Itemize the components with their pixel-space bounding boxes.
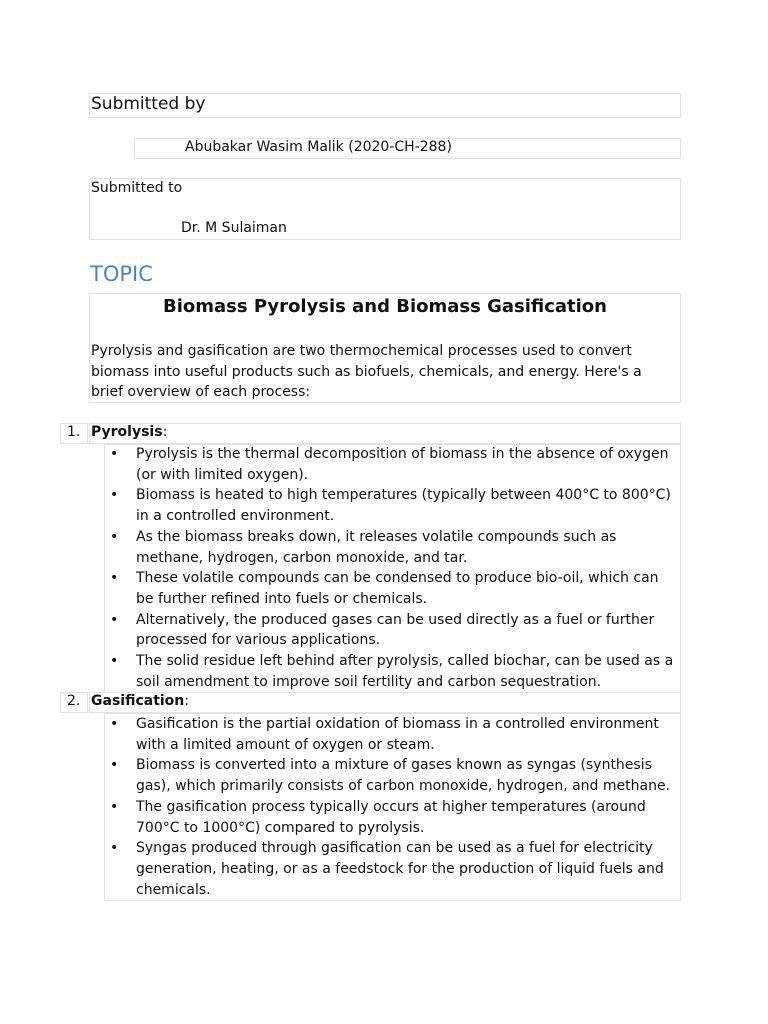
section-number: 2. xyxy=(67,693,81,709)
gasification-bullet-list xyxy=(110,714,678,900)
author-name: Abubakar Wasim Malik (2020-CH-288) xyxy=(185,139,452,155)
intro-paragraph: Pyrolysis and gasification are two thermochemical processes used to convert biomass into useful products such as biofuels, chemicals, and energy. Here's a brief overview of each process: xyxy=(91,343,642,401)
list-item: • These volatile compounds can be condensed to produce bio-oil, which can be further refined into fuels or chemicals. xyxy=(110,568,678,609)
list-item: • The gasification process typically occurs at higher temperatures (around 700°C to 1000°C) compared to pyrolysis. xyxy=(110,797,678,838)
section-heading-gasification xyxy=(91,693,189,709)
submitted-by-label: Submitted by xyxy=(91,94,206,114)
list-item: • Syngas produced through gasification can be used as a fuel for electricity generation, heating, or as a feedstock for the production of liquid fuels and chemicals. xyxy=(110,838,678,900)
list-item: • Alternatively, the produced gases can be used directly as a fuel or further processed for various applications. xyxy=(110,610,678,651)
section-title-suffix: : xyxy=(184,693,189,709)
pyrolysis-bullet-list xyxy=(110,444,678,692)
list-item: • Pyrolysis is the thermal decomposition of biomass in the absence of oxygen (or with limited oxygen). xyxy=(110,444,678,485)
list-item: • Biomass is heated to high temperatures (typically between 400°C to 800°C) in a controlled environment. xyxy=(110,485,678,526)
document-title: Biomass Pyrolysis and Biomass Gasification xyxy=(162,296,607,317)
list-item: • Biomass is converted into a mixture of gases known as syngas (synthesis gas), which primarily consists of carbon monoxide, hydrogen, and methane. xyxy=(110,755,678,796)
section-title: Pyrolysis xyxy=(91,424,163,440)
topic-heading: TOPIC xyxy=(90,262,153,286)
section-heading-pyrolysis xyxy=(91,424,167,440)
list-item: • Gasification is the partial oxidation of biomass in a controlled environment with a limited amount of oxygen or steam. xyxy=(110,714,678,755)
list-item: • As the biomass breaks down, it releases volatile compounds such as methane, hydrogen, carbon monoxide, and tar. xyxy=(110,527,678,568)
section-title-suffix: : xyxy=(162,424,168,440)
section-heading-frame xyxy=(89,423,681,444)
section-title: Gasification xyxy=(91,693,185,709)
list-item: • The solid residue left behind after pyrolysis, called biochar, can be used as a soil amendment to improve soil fertility and carbon sequestration. xyxy=(110,651,678,692)
section-number: 1. xyxy=(67,424,81,440)
submitted-to-label: Submitted to xyxy=(91,180,183,196)
supervisor-name: Dr. M Sulaiman xyxy=(181,220,287,236)
